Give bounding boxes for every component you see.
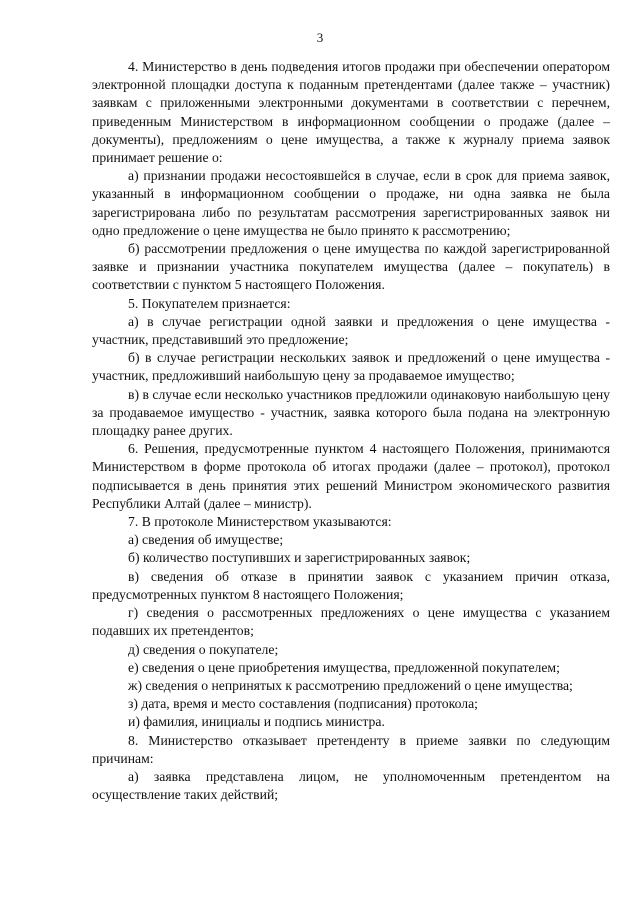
paragraph-7zh: ж) сведения о непринятых к рассмотрению предложений о цене имущества; bbox=[128, 677, 573, 693]
paragraph-5b: б) в случае регистрации нескольких заявок и предложений о цене имущества - участник, предложивший наибольшую цену за продаваемое имущество; bbox=[92, 350, 610, 384]
document-body bbox=[92, 58, 610, 804]
paragraph-7b: б) количество поступивших и зарегистрированных заявок; bbox=[128, 550, 471, 566]
paragraph-5v: в) в случае если несколько участников предложили одинаковую наибольшую цену за продаваемое имущество - участник, заявка которого была подана на электронную площадку ранее других. bbox=[92, 386, 610, 439]
paragraph-7: 7. В протоколе Министерством указываются: bbox=[128, 514, 392, 530]
paragraph-7a: а) сведения об имуществе; bbox=[128, 532, 284, 548]
paragraph-4: 4. Министерство в день подведения итогов продажи при обеспечении оператором электронной площадки доступа к поданным претендентами (далее также – участник) заявкам с приложенными электронными документами в соответствии с перечнем, приведенным Министерством в информационном сообщении о продаже (далее – документы), предложениям о цене имущества, а также к журналу приема заявок принимает решение о: bbox=[92, 59, 610, 166]
page-number: 3 bbox=[316, 30, 324, 45]
paragraph-7v: в) сведения об отказе в принятии заявок с указанием причин отказа, предусмотренных пунктом 8 настоящего Положения; bbox=[92, 568, 610, 602]
paragraph-4a: а) признании продажи несостоявшейся в случае, если в срок для приема заявок, указанный в информационном сообщении о продаже, ни одна заявка не была зарегистрирована либо по результатам рассмотрения зарегистрированных заявок ни одно предложение о цене имущества не было принято к рассмотрению; bbox=[92, 168, 610, 238]
paragraph-7g: г) сведения о рассмотренных предложениях о цене имущества с указанием подавших их претендентов; bbox=[92, 605, 610, 639]
paragraph-4b: б) рассмотрении предложения о цене имущества по каждой зарегистрированной заявке и признании участника покупателем имущества (далее – покупатель) в соответствии с пунктом 5 настоящего Положения. bbox=[92, 241, 610, 293]
paragraph-7i: и) фамилия, инициалы и подпись министра. bbox=[128, 714, 385, 730]
paragraph-7z: з) дата, время и место составления (подписания) протокола; bbox=[128, 696, 478, 712]
paragraph-5: 5. Покупателем признается: bbox=[128, 295, 291, 311]
paragraph-6: 6. Решения, предусмотренные пунктом 4 настоящего Положения, принимаются Министерством в форме протокола об итогах продажи (далее – протокол), протокол подписывается в день принятия этих решений Министром экономического развития Республики Алтай (далее – министр). bbox=[92, 441, 610, 511]
paragraph-8a: а) заявка представлена лицом, не уполномоченным претендентом на осуществление таких действий; bbox=[92, 768, 610, 803]
paragraph-7d: д) сведения о покупателе; bbox=[128, 641, 279, 657]
paragraph-7e: е) сведения о цене приобретения имущества, предложенной покупателем; bbox=[128, 659, 560, 675]
paragraph-8: 8. Министерство отказывает претенденту в приеме заявки по следующим причинам: bbox=[92, 732, 610, 766]
paragraph-5a: а) в случае регистрации одной заявки и предложения о цене имущества - участник, представивший это предложение; bbox=[92, 313, 610, 348]
